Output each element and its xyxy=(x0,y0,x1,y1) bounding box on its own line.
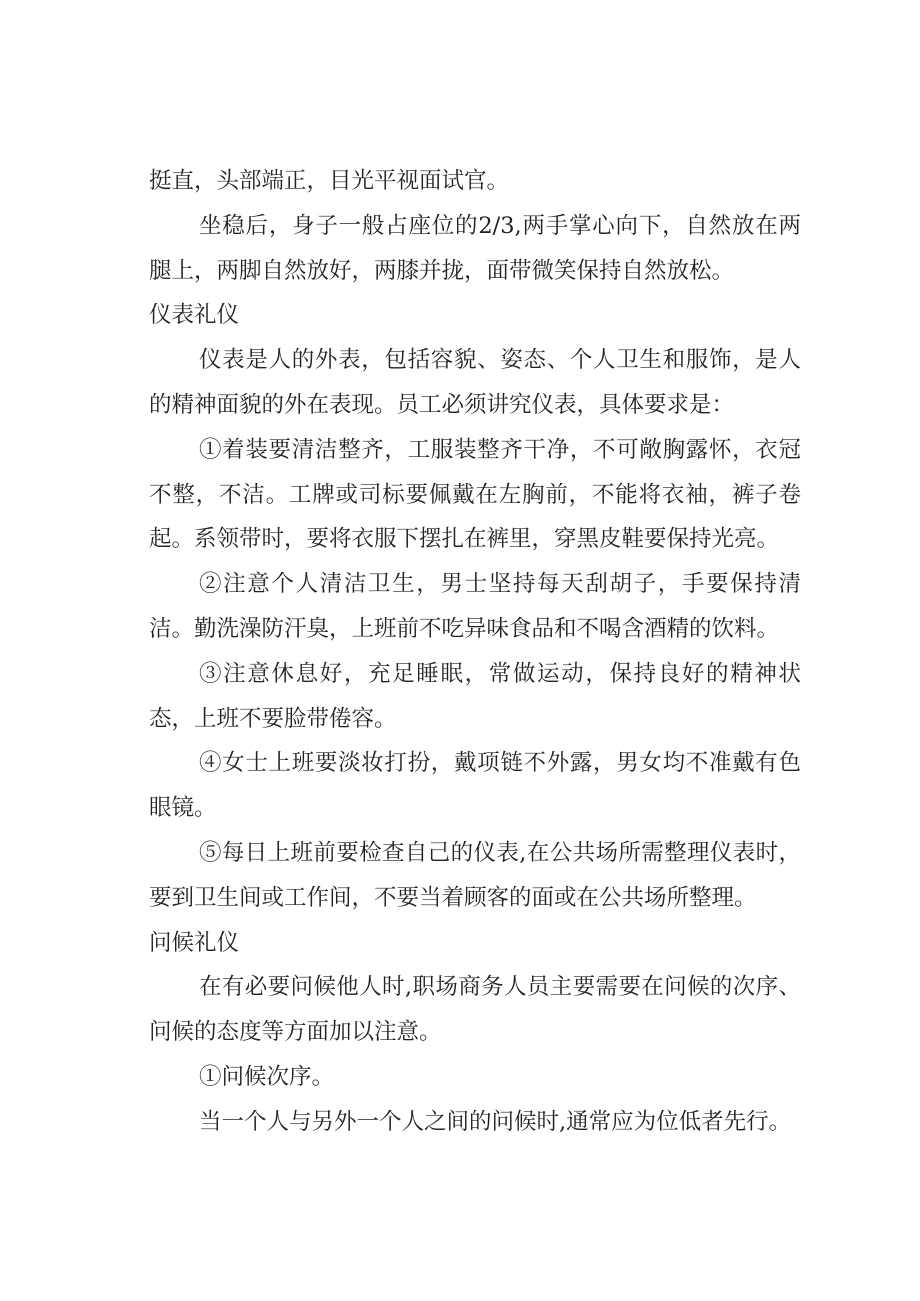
paragraph-continuation: 挺直，头部端正，目光平视面试官。 xyxy=(149,168,510,194)
paragraph-makeup: ④女士上班要淡妆打扮，戴项链不外露，男女均不准戴有色眼镜。 xyxy=(149,750,801,822)
paragraph-greeting-order: ①问候次序。 xyxy=(199,1063,335,1090)
paragraph-hygiene: ②注意个人清洁卫生，男士坚持每天刮胡子，手要保持清洁。勤洗澡防汗臭，上班前不吃异味食品和不喝含酒精的饮料。 xyxy=(149,571,801,642)
paragraph-greeting-rule: 当一个人与另外一个人之间的问候时,通常应为位低者先行。 xyxy=(199,1108,792,1135)
paragraph-greeting-intro: 在有必要问候他人时,职场商务人员主要需要在问候的次序、问候的态度等方面加以注意。 xyxy=(149,974,801,1046)
paragraph-rest: ③注意休息好，充足睡眠，常做运动，保持良好的精神状态，上班不要脸带倦容。 xyxy=(149,660,801,732)
section-heading-appearance: 仪表礼仪 xyxy=(149,302,240,329)
document-body xyxy=(149,159,801,1145)
section-heading-greeting: 问候礼仪 xyxy=(149,929,240,956)
paragraph-check-appearance: ⑤每日上班前要检查自己的仪表,在公共场所需整理仪表时，要到卫生间或工作间，不要当着顾客的面或在公共场所整理。 xyxy=(149,839,801,911)
paragraph-dress-code: ①着装要清洁整齐，工服装整齐干净，不可敞胸露怀，衣冠不整，不洁。工牌或司标要佩戴在左胸前，不能将衣袖，裤子卷起。系领带时，要将衣服下摆扎在裤里，穿黑皮鞋要保持光亮。 xyxy=(149,436,801,553)
paragraph-appearance-intro: 仪表是人的外表，包括容貌、姿态、个人卫生和服饰，是人的精神面貌的外在表现。员工必须讲究仪表，具体要求是： xyxy=(149,347,801,418)
paragraph-sitting-posture: 坐稳后，身子一般占座位的2/3,两手掌心向下，自然放在两腿上，两脚自然放好，两膝并拢，面带微笑保持自然放松。 xyxy=(149,212,801,284)
